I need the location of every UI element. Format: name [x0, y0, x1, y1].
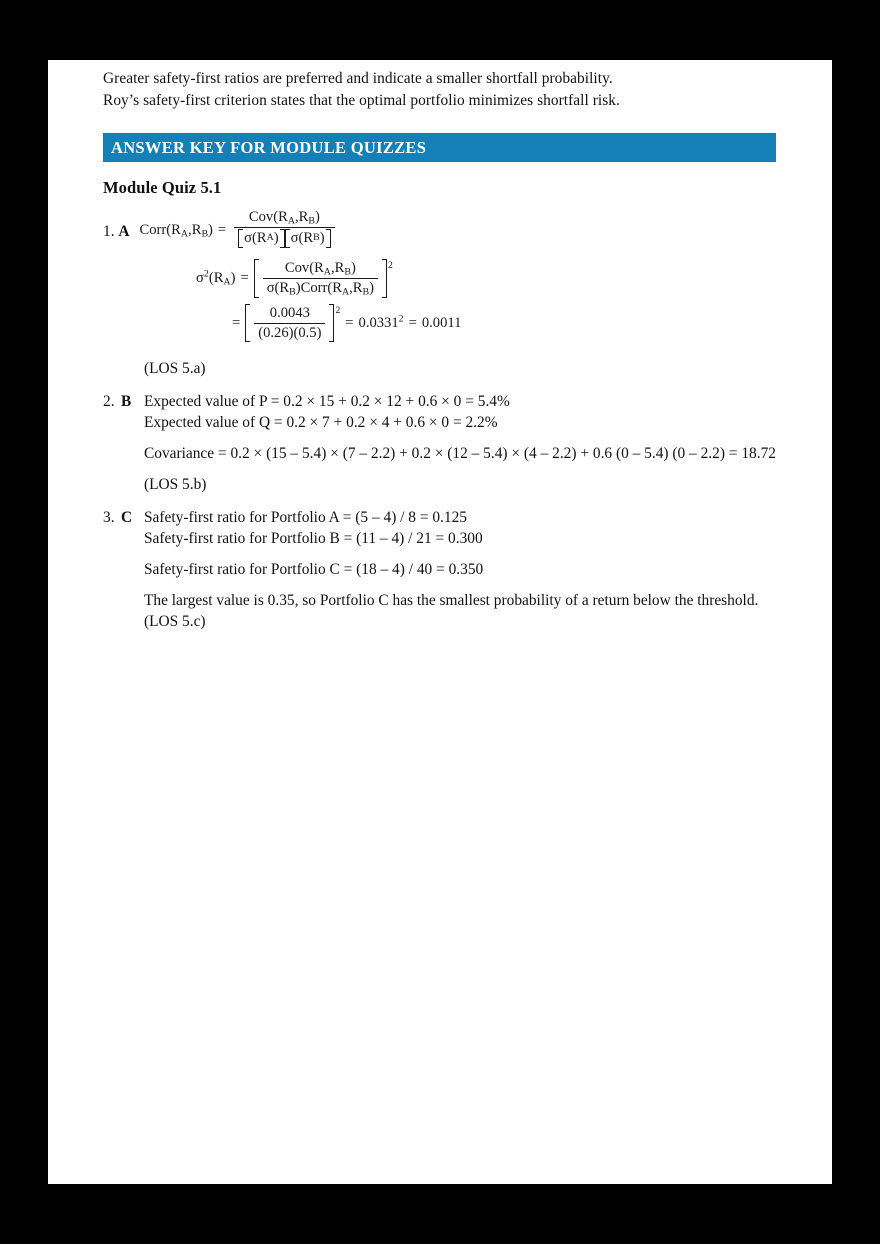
f1-num-mid: ,R [294, 209, 309, 225]
f2-num-sub-a: A [323, 266, 331, 278]
f1-den-sigma-2: σ(R [290, 229, 314, 246]
f2-den-end: ) [369, 280, 375, 297]
answer-3-line-1: Safety-first ratio for Portfolio A = (5 – 4) / 8 = 0.125 [144, 509, 467, 527]
answer-2-letter: B [121, 393, 132, 411]
f1-den-close-1: ) [273, 229, 279, 246]
f3-fraction [254, 305, 325, 342]
answer-3-conclusion: The largest value is 0.35, so Portfolio C has the smallest probability of a return below the threshold. (LOS 5.c) [144, 592, 759, 631]
f3-value-1-exponent: 2 [398, 313, 404, 325]
answer-1-formula-1 [140, 209, 338, 252]
f2-equals: = [240, 270, 249, 287]
f2-denominator [263, 278, 378, 297]
intro-paragraph [103, 60, 793, 112]
f3-value-2: 0.0011 [421, 314, 462, 331]
f2-sigma-exponent: 2 [203, 268, 209, 280]
f3-denominator: (0.26)(0.5) [254, 323, 325, 342]
f2-power: 2 [388, 260, 393, 272]
answer-1-marker [103, 209, 130, 241]
answer-1-formula-3 [227, 304, 793, 343]
f1-lhs-end: ) [208, 222, 213, 239]
f1-num-text: Cov(R [248, 209, 288, 225]
f3-equals-2: = [345, 314, 354, 331]
answer-2-body [144, 391, 793, 495]
f3-numerator: 0.0043 [269, 304, 310, 321]
answer-2-covariance: Covariance = 0.2 × (15 – 5.4) × (7 – 2.2) + 0.2 × (12 – 5.4) × (4 – 2.2) + 0.6 (0 – 5.4) (0 – 2.2) = 18.72 [144, 445, 776, 463]
f1-den-close-2: ) [319, 229, 325, 246]
f1-fraction [234, 209, 334, 252]
f1-den-sigma-1: σ(R [244, 229, 267, 246]
answer-item-2 [103, 391, 793, 495]
f2-num-sub-b: B [344, 266, 351, 278]
f1-equals: = [217, 222, 227, 239]
f2-den-mid-2: ,R [349, 280, 363, 297]
f1-den-bracket-1: σ(R A ) [238, 229, 285, 248]
f3-value-1 [359, 315, 404, 332]
f3-power: 2 [335, 304, 341, 316]
f2-sigma: σ [196, 270, 204, 287]
intro-line-2: Roy’s safety-first criterion states that the optimal portfolio minimizes shortfall risk. [103, 92, 620, 109]
answer-3-line-2: Safety-first ratio for Portfolio B = (11 – 4) / 21 = 0.300 [144, 530, 483, 548]
answer-3-number: 3. [103, 509, 115, 527]
answer-3-body [144, 507, 793, 632]
f3-value-1-text: 0.0331 [358, 314, 399, 331]
f2-lhs-close: ) [230, 270, 236, 287]
answer-1-los: (LOS 5.a) [144, 360, 206, 378]
f2-den-text: σ(R [266, 280, 290, 297]
f2-num-mid: ,R [330, 260, 345, 277]
f2-den-sub-b: B [289, 286, 296, 298]
answer-1-letter: A [118, 223, 130, 240]
f2-fraction [263, 260, 378, 297]
answer-item-1 [103, 209, 793, 252]
f2-num-end: ) [350, 260, 356, 277]
document-page [48, 60, 832, 1184]
f3-equals-1: = [232, 314, 241, 331]
f2-den-sub-a: A [341, 286, 350, 298]
f1-lhs-sub-a: A [180, 228, 189, 240]
banner-title: ANSWER KEY FOR MODULE QUIZZES [111, 137, 427, 157]
f3-bracket [245, 304, 334, 343]
f1-lhs-text: Corr(R [139, 222, 181, 239]
f1-num-end: ) [314, 209, 320, 225]
answer-2-los: (LOS 5.b) [144, 476, 207, 494]
f2-lhs-sub: A [223, 276, 231, 288]
f2-lhs-open: (R [208, 270, 224, 287]
f1-lhs-sub-b: B [201, 228, 209, 240]
f1-numerator [245, 209, 324, 227]
f2-bracket [254, 259, 387, 298]
f1-num-sub-b: B [308, 215, 315, 227]
bracket-right-2 [326, 229, 331, 248]
f2-num-text: Cov(R [284, 260, 324, 277]
answer-1-number: 1. [103, 223, 115, 240]
f2-den-mid: )Corr(R [295, 280, 342, 297]
answer-1-formula-2 [196, 259, 793, 298]
f1-lhs [140, 222, 213, 239]
intro-line-1: Greater safety-first ratios are preferred and indicate a smaller shortfall probability. [103, 70, 613, 87]
answer-3-letter: C [121, 509, 133, 527]
page-content [103, 60, 793, 632]
f3-equals-3: = [408, 314, 417, 331]
module-quiz-heading: Module Quiz 5.1 [103, 178, 222, 197]
answer-2-line-2: Expected value of Q = 0.2 × 7 + 0.2 × 4 + 0.6 × 0 = 2.2% [144, 414, 498, 432]
answer-2-number: 2. [103, 393, 115, 411]
answer-2-line-1: Expected value of P = 0.2 × 15 + 0.2 × 12 + 0.6 × 0 = 5.4% [144, 393, 510, 411]
f2-lhs [196, 270, 235, 287]
answer-key-banner [103, 133, 776, 162]
answer-item-3 [103, 507, 793, 632]
answer-3-line-3: Safety-first ratio for Portfolio C = (18 – 4) / 40 = 0.350 [144, 561, 484, 579]
f1-lhs-mid: ,R [188, 222, 202, 239]
f2-numerator [281, 260, 360, 278]
f1-denominator [234, 227, 334, 253]
f2-den-sub-b2: B [362, 286, 370, 298]
f1-den-bracket-2: σ(R B ) [285, 229, 331, 248]
f1-num-sub-a: A [287, 215, 295, 227]
